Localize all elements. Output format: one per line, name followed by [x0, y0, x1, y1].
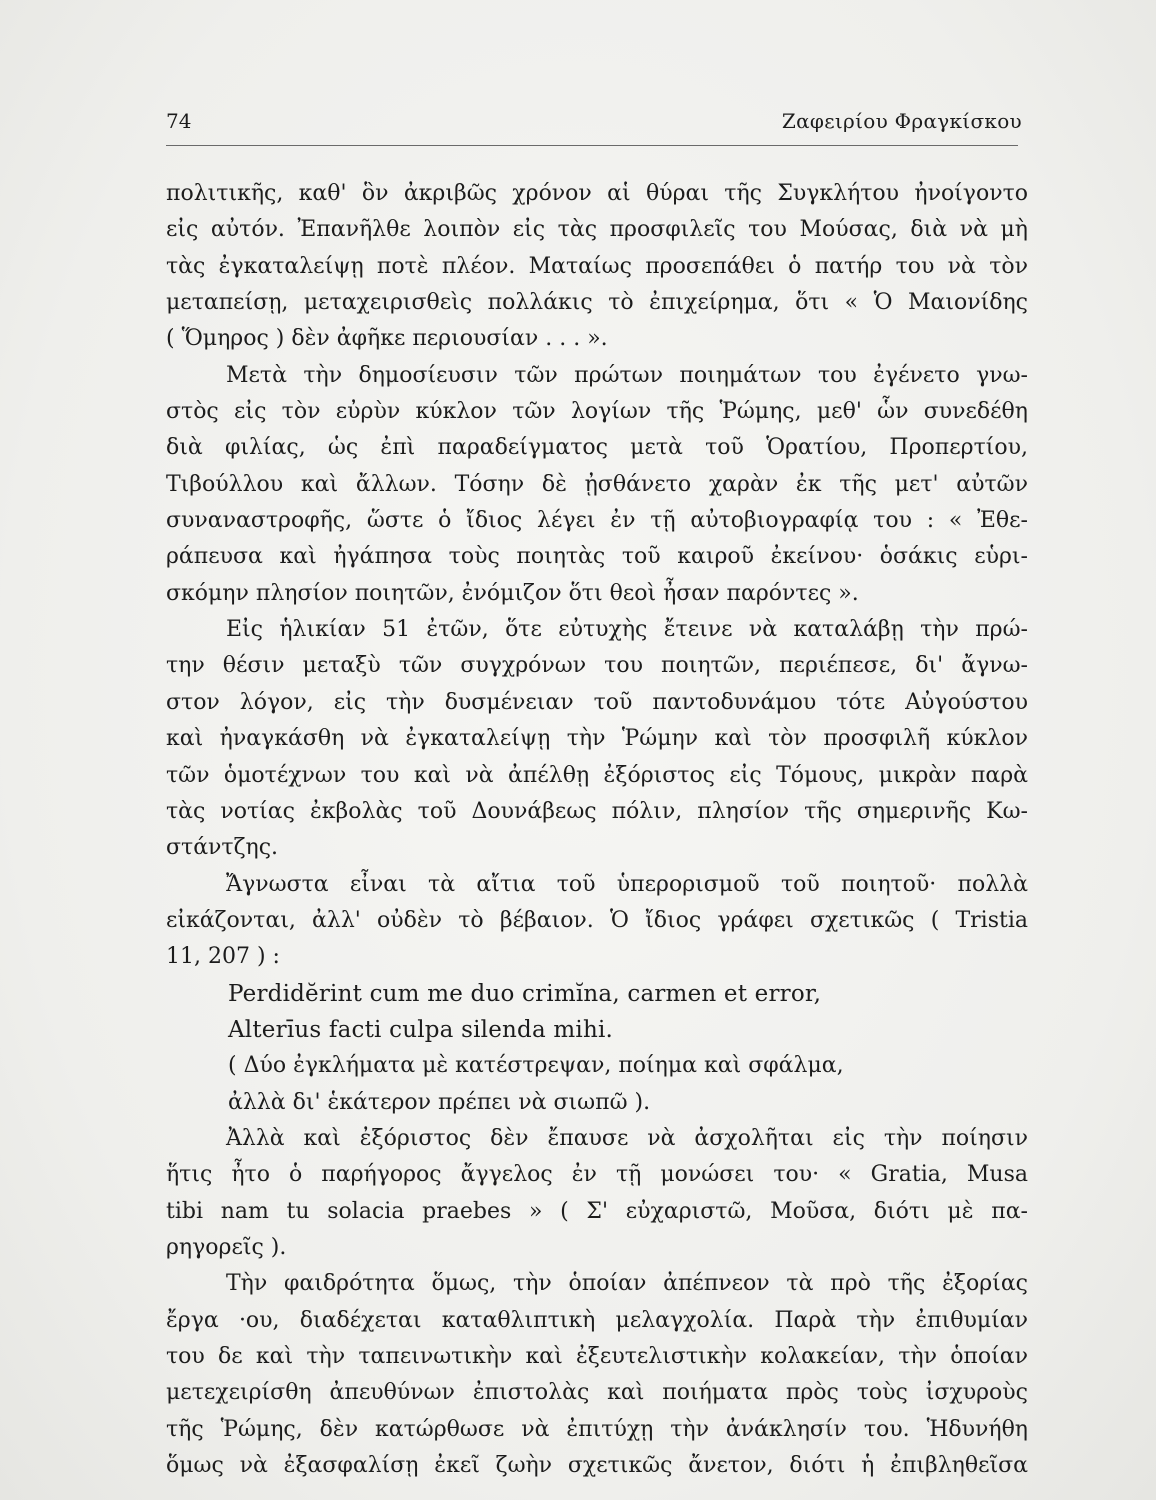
text-line: 11, 207 ) : [166, 944, 280, 970]
paragraph-first-line: Μετὰ τὴν δημοσίευσιν τῶν πρώτων ποιημάτων του ἐγένετο γνω- [226, 362, 1028, 388]
text-line: tibi nam tu solacia praebes » ( Σ' εὐχαριστῶ, Μοῦσα, διότι μὲ πα- [166, 1198, 1028, 1224]
text-line: εἰς αὐτόν. Ἐπανῆλθε λοιπὸν εἰς τὰς προσφιλεῖς του Μούσας, διὰ νὰ μὴ [166, 217, 1028, 243]
text-line: τῶν ὁμοτέχνων του καὶ νὰ ἀπέλθῃ ἐξόριστος εἰς Τόμους, μικρὰν παρὰ [166, 762, 1028, 788]
text-line: μετεχειρίσθη ἀπευθύνων ἐπιστολὰς καὶ ποιήματα πρὸς τοὺς ἰσχυροὺς [166, 1380, 1028, 1406]
text-line: ἥτις ἦτο ὁ παρήγορος ἄγγελος ἐν τῇ μονώσει του· « Gratia, Musa [166, 1162, 1028, 1188]
text-line: τὰς νοτίας ἐκβολὰς τοῦ Δουνάβεως πόλιν, πλησίον τῆς σημερινῆς Κω- [166, 798, 1028, 824]
text-line: στὸς εἰς τὸν εὐρὺν κύκλον τῶν λογίων τῆς Ῥώμης, μεθ' ὧν συνεδέθη [166, 399, 1028, 425]
text-line: ράπευσα καὶ ἠγάπησα τοὺς ποιητὰς τοῦ καιροῦ ἐκείνου· ὁσάκις εὑρι- [166, 544, 1028, 570]
text-line: ὅμως νὰ ἐξασφαλίσῃ ἐκεῖ ζωὴν σχετικῶς ἄνετον, διότι ἡ ἐπιβληθεῖσα [166, 1453, 1028, 1479]
body-text [166, 176, 1028, 1484]
text-line: ρηγορεῖς ). [166, 1234, 287, 1260]
text-line: του δε καὶ τὴν ταπεινωτικὴν καὶ ἐξευτελιστικὴν κολακείαν, τὴν ὁποίαν [166, 1344, 1028, 1369]
text-line: στάντζης. [166, 835, 279, 861]
text-line: διὰ φιλίας, ὡς ἐπὶ παραδείγματος μετὰ τοῦ Ὁρατίου, Προπερτίου, [166, 435, 1028, 461]
verse-line: Perdidĕrint cum me duo crimĭna, carmen et error, [228, 980, 822, 1007]
text-line: ἔργα ·ου, διαδέχεται καταθλιπτικὴ μελαγχολία. Παρὰ τὴν ἐπιθυμίαν [166, 1307, 1028, 1333]
page-number: 74 [166, 109, 192, 133]
paragraph-first-line: Ἄγνωστα εἶναι τὰ αἴτια τοῦ ὑπερορισμοῦ τοῦ ποιητοῦ· πολλὰ [226, 871, 1028, 897]
text-line: μεταπείσῃ, μεταχειρισθεὶς πολλάκις τὸ ἐπιχείρημα, ὅτι « Ὁ Μαιονίδης [166, 290, 1028, 316]
text-line: τῆς Ῥώμης, δὲν κατώρθωσε νὰ ἐπιτύχῃ τὴν ἀνάκλησίν του. Ἡδυνήθη [166, 1416, 1028, 1442]
running-head-title: Ζαφειρίου Φραγκίσκου [781, 109, 1022, 133]
text-line: εἰκάζονται, ἀλλ' οὐδὲν τὸ βέβαιον. Ὁ ἴδιος γράφει σχετικῶς ( Tristia [166, 907, 1028, 933]
verse-translation-line: ( Δύο ἐγκλήματα μὲ κατέστρεψαν, ποίημα καὶ σφάλμα, [228, 1053, 844, 1079]
paragraph-first-line: Ἀλλὰ καὶ ἐξόριστος δὲν ἔπαυσε νὰ ἀσχολῆται εἰς τὴν ποίησιν [226, 1125, 1028, 1151]
text-line: στον λόγον, εἰς τὴν δυσμένειαν τοῦ παντοδυνάμου τότε Αὐγούστου [166, 689, 1028, 715]
text-line: Τιβούλλου καὶ ἄλλων. Τόσην δὲ ᾐσθάνετο χαρὰν ἐκ τῆς μετ' αὐτῶν [166, 471, 1028, 497]
text-line: την θέσιν μεταξὺ τῶν συγχρόνων του ποιητῶν, περιέπεσε, δι' ἄγνω- [166, 653, 1028, 679]
paragraph-first-line: Τὴν φαιδρότητα ὅμως, τὴν ὁποίαν ἀπέπνεον τὰ πρὸ τῆς ἐξορίας [226, 1271, 1028, 1297]
text-line: καὶ ἠναγκάσθη νὰ ἐγκαταλείψῃ τὴν Ῥώμην καὶ τὸν προσφιλῆ κύκλον [166, 726, 1028, 752]
running-head [166, 104, 1028, 138]
verse-line: Alterīus facti culpa silenda mihi. [228, 1016, 614, 1043]
paragraph-first-line: Εἰς ἡλικίαν 51 ἐτῶν, ὅτε εὐτυχὴς ἔτεινε νὰ καταλάβῃ τὴν πρώ- [226, 617, 1028, 643]
header-rule [166, 145, 1018, 146]
text-line: τὰς ἐγκαταλείψῃ ποτὲ πλέον. Ματαίως προσεπάθει ὁ πατήρ του νὰ τὸν [166, 253, 1028, 279]
verse-translation-line: ἀλλὰ δι' ἑκάτερον πρέπει νὰ σιωπῶ ). [228, 1089, 651, 1115]
text-line: συναναστροφῆς, ὥστε ὁ ἴδιος λέγει ἐν τῇ αὐτοβιογραφίᾳ του : « Ἐθε- [166, 508, 1028, 534]
text-line: σκόμην πλησίον ποιητῶν, ἐνόμιζον ὅτι θεοὶ ἦσαν παρόντες ». [166, 580, 859, 606]
text-line: ( Ὅμηρος ) δὲν ἀφῆκε περιουσίαν . . . ». [166, 326, 608, 352]
text-line: πολιτικῆς, καθ' ὃν ἀκριβῶς χρόνον αἱ θύραι τῆς Συγκλήτου ἠνοίγοντο [166, 181, 1028, 206]
